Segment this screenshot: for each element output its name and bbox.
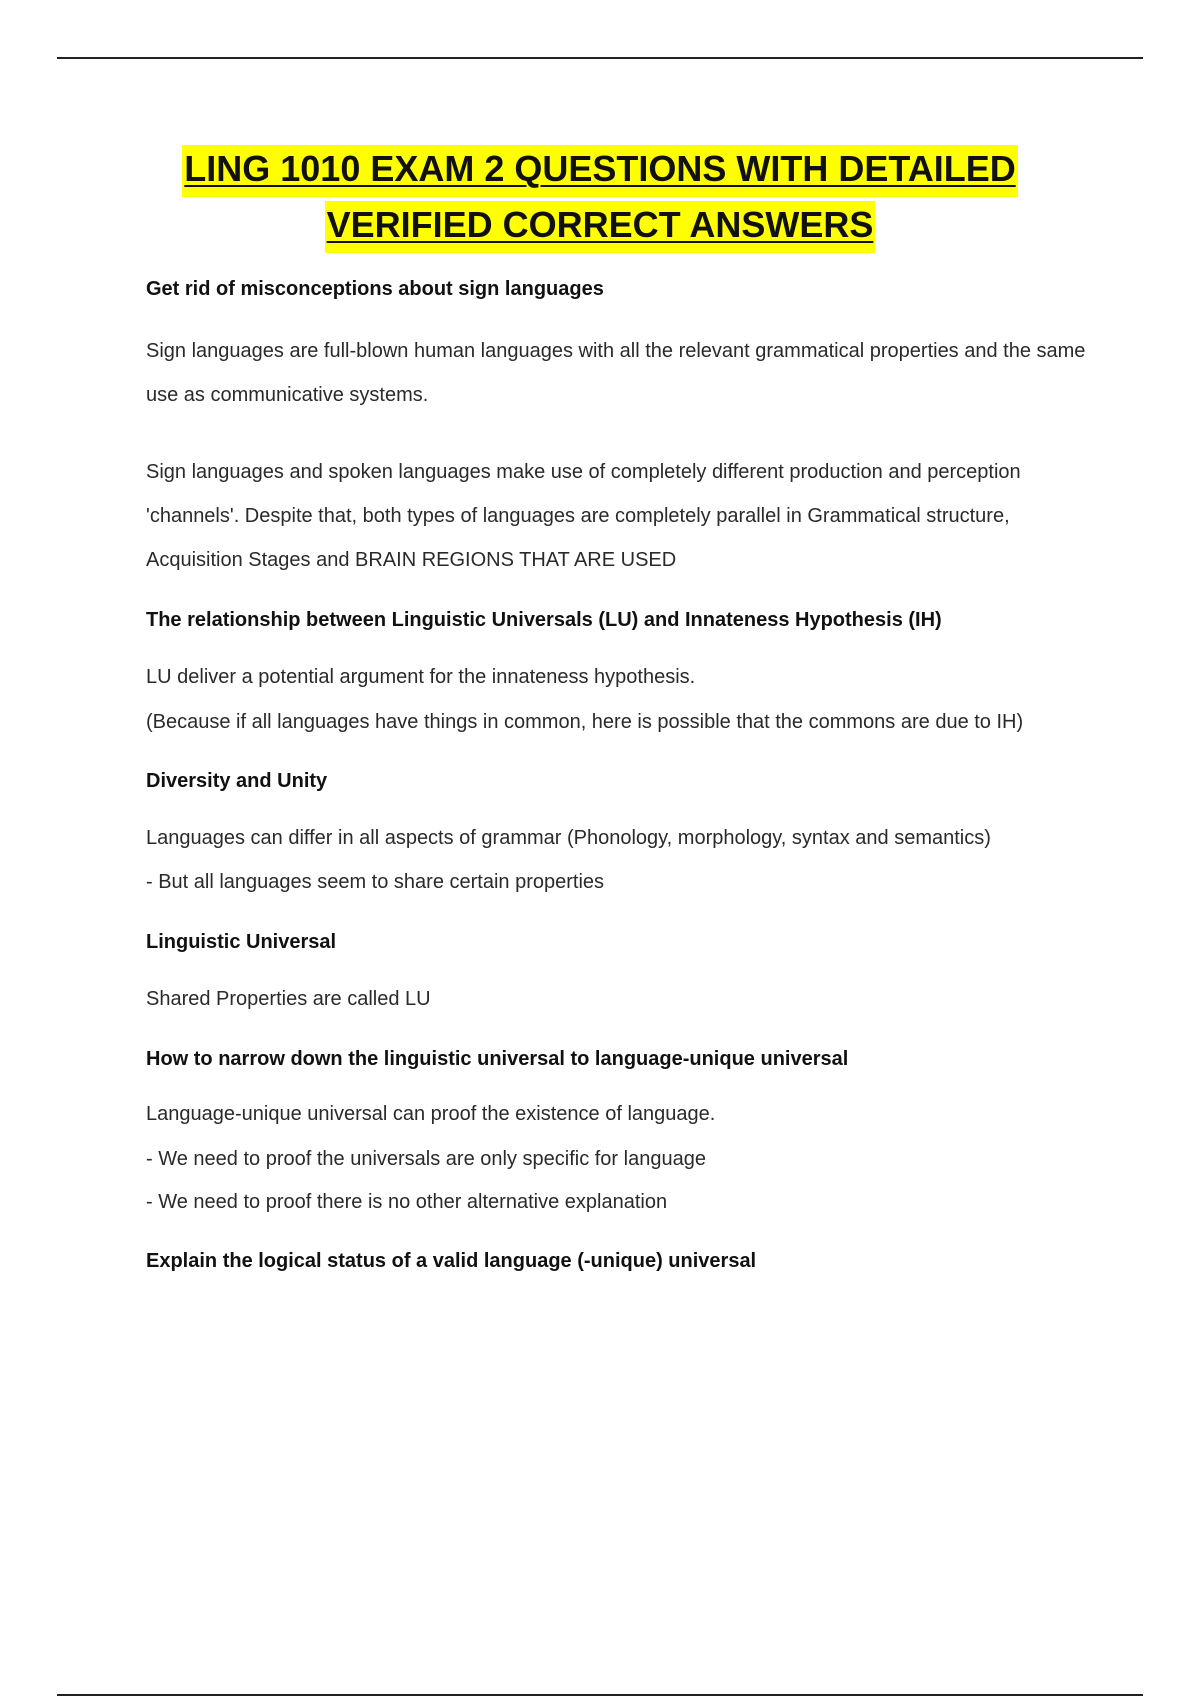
answer-paragraph: (Because if all languages have things in common, here is possible that the commons are due to IH) (146, 711, 1024, 733)
answer-paragraph: Shared Properties are called LU (146, 988, 431, 1010)
answer-bullet: - We need to proof the universals are only specific for language (146, 1148, 706, 1170)
question-heading: Get rid of misconceptions about sign languages (146, 278, 604, 300)
question-heading: Linguistic Universal (146, 931, 337, 953)
title-line-2: VERIFIED CORRECT ANSWERS (325, 201, 876, 253)
answer-paragraph: Language-unique universal can proof the existence of language. (146, 1103, 716, 1125)
title-line-1: LING 1010 EXAM 2 QUESTIONS WITH DETAILED (182, 145, 1017, 197)
document-title (0, 145, 1200, 253)
answer-paragraph: Languages can differ in all aspects of grammar (Phonology, morphology, syntax and semantics) (146, 827, 991, 849)
question-heading: Explain the logical status of a valid language (-unique) universal (146, 1250, 757, 1272)
question-heading: The relationship between Linguistic Universals (LU) and Innateness Hypothesis (IH) (146, 609, 942, 631)
answer-paragraph: Sign languages are full-blown human languages with all the relevant grammatical properties and the same use as communicative systems. (146, 340, 1086, 406)
question-heading: How to narrow down the linguistic universal to language-unique universal (146, 1048, 849, 1070)
question-heading: Diversity and Unity (146, 770, 328, 792)
answer-paragraph: Sign languages and spoken languages make use of completely different production and perception 'channels'. Despite that, both types of languages are completely parallel in Grammatical structure, Acquisition Stages and BRAIN REGIONS THAT ARE USED (146, 461, 1021, 571)
footer-rule (57, 1694, 1143, 1696)
answer-paragraph: - But all languages seem to share certain properties (146, 871, 605, 893)
answer-paragraph: LU deliver a potential argument for the innateness hypothesis. (146, 666, 696, 688)
qa-content (146, 275, 1086, 1275)
header-rule (57, 57, 1143, 59)
answer-bullet: - We need to proof there is no other alternative explanation (146, 1191, 668, 1213)
